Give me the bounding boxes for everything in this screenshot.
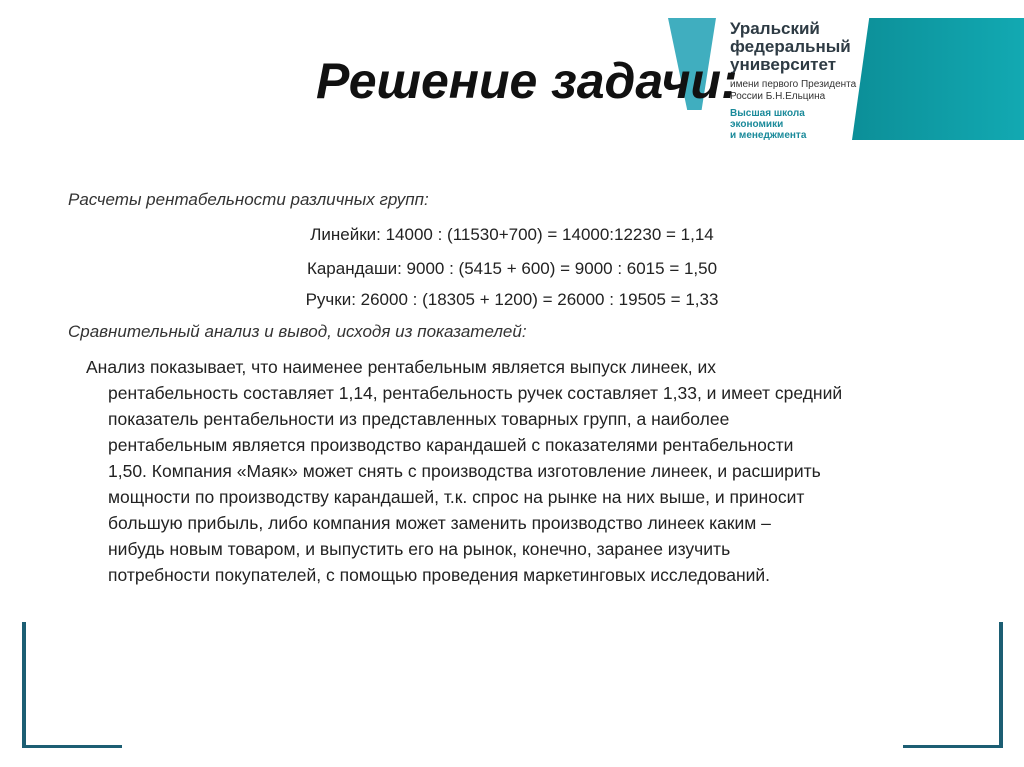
header-band	[852, 18, 1024, 140]
analysis-paragraph	[86, 354, 986, 588]
slide-title: Решение задачи:	[316, 53, 738, 109]
calc-line: Карандаши: 9000 : (5415 + 600) = 9000 : 6015 = 1,50	[306, 259, 718, 278]
paragraph-line: потребности покупателей, с помощью проведения маркетинговых исследований.	[108, 565, 771, 585]
section-heading: Расчеты рентабельности различных групп:	[68, 190, 429, 209]
paragraph-line: показатель рентабельности из представленных товарных групп, а наиболее	[108, 409, 730, 429]
logo-text: экономики	[730, 119, 784, 130]
section-heading: Сравнительный анализ и вывод, исходя из показателей:	[68, 322, 527, 341]
paragraph-line: большую прибыль, либо компания может заменить производство линеек каким –	[108, 513, 771, 533]
logo-text: и менеджмента	[730, 130, 807, 141]
paragraph-line: мощности по производству карандашей, т.к. спрос на рынке на них выше, и приносит	[108, 487, 805, 507]
paragraph-line: Анализ показывает, что наименее рентабельным является выпуск линеек, их	[86, 357, 717, 377]
corner-bracket-left-bottom	[22, 745, 122, 748]
paragraph-line: 1,50. Компания «Маяк» может снять с производства изготовление линеек, и расширить	[108, 461, 821, 481]
logo-text: Уральский	[730, 19, 820, 38]
corner-bracket-right-bottom	[903, 745, 1003, 748]
logo-text: университет	[730, 55, 837, 74]
logo-text: федеральный	[730, 37, 851, 56]
logo-text: имени первого Президента	[730, 79, 857, 90]
paragraph-line: рентабельным является производство карандашей с показателями рентабельности	[108, 435, 794, 455]
paragraph-line: рентабельность составляет 1,14, рентабельность ручек составляет 1,33, и имеет средний	[108, 383, 843, 403]
logo-text: России Б.Н.Ельцина	[730, 91, 826, 102]
calc-line: Ручки: 26000 : (18305 + 1200) = 26000 : 19505 = 1,33	[305, 290, 719, 309]
corner-bracket-left	[22, 622, 26, 748]
logo-text: Высшая школа	[730, 108, 805, 119]
paragraph-line: нибудь новым товаром, и выпустить его на рынок, конечно, заранее изучить	[108, 539, 731, 559]
calc-line: Линейки: 14000 : (11530+700) = 14000:12230 = 1,14	[310, 225, 714, 244]
corner-bracket-right	[999, 622, 1003, 748]
